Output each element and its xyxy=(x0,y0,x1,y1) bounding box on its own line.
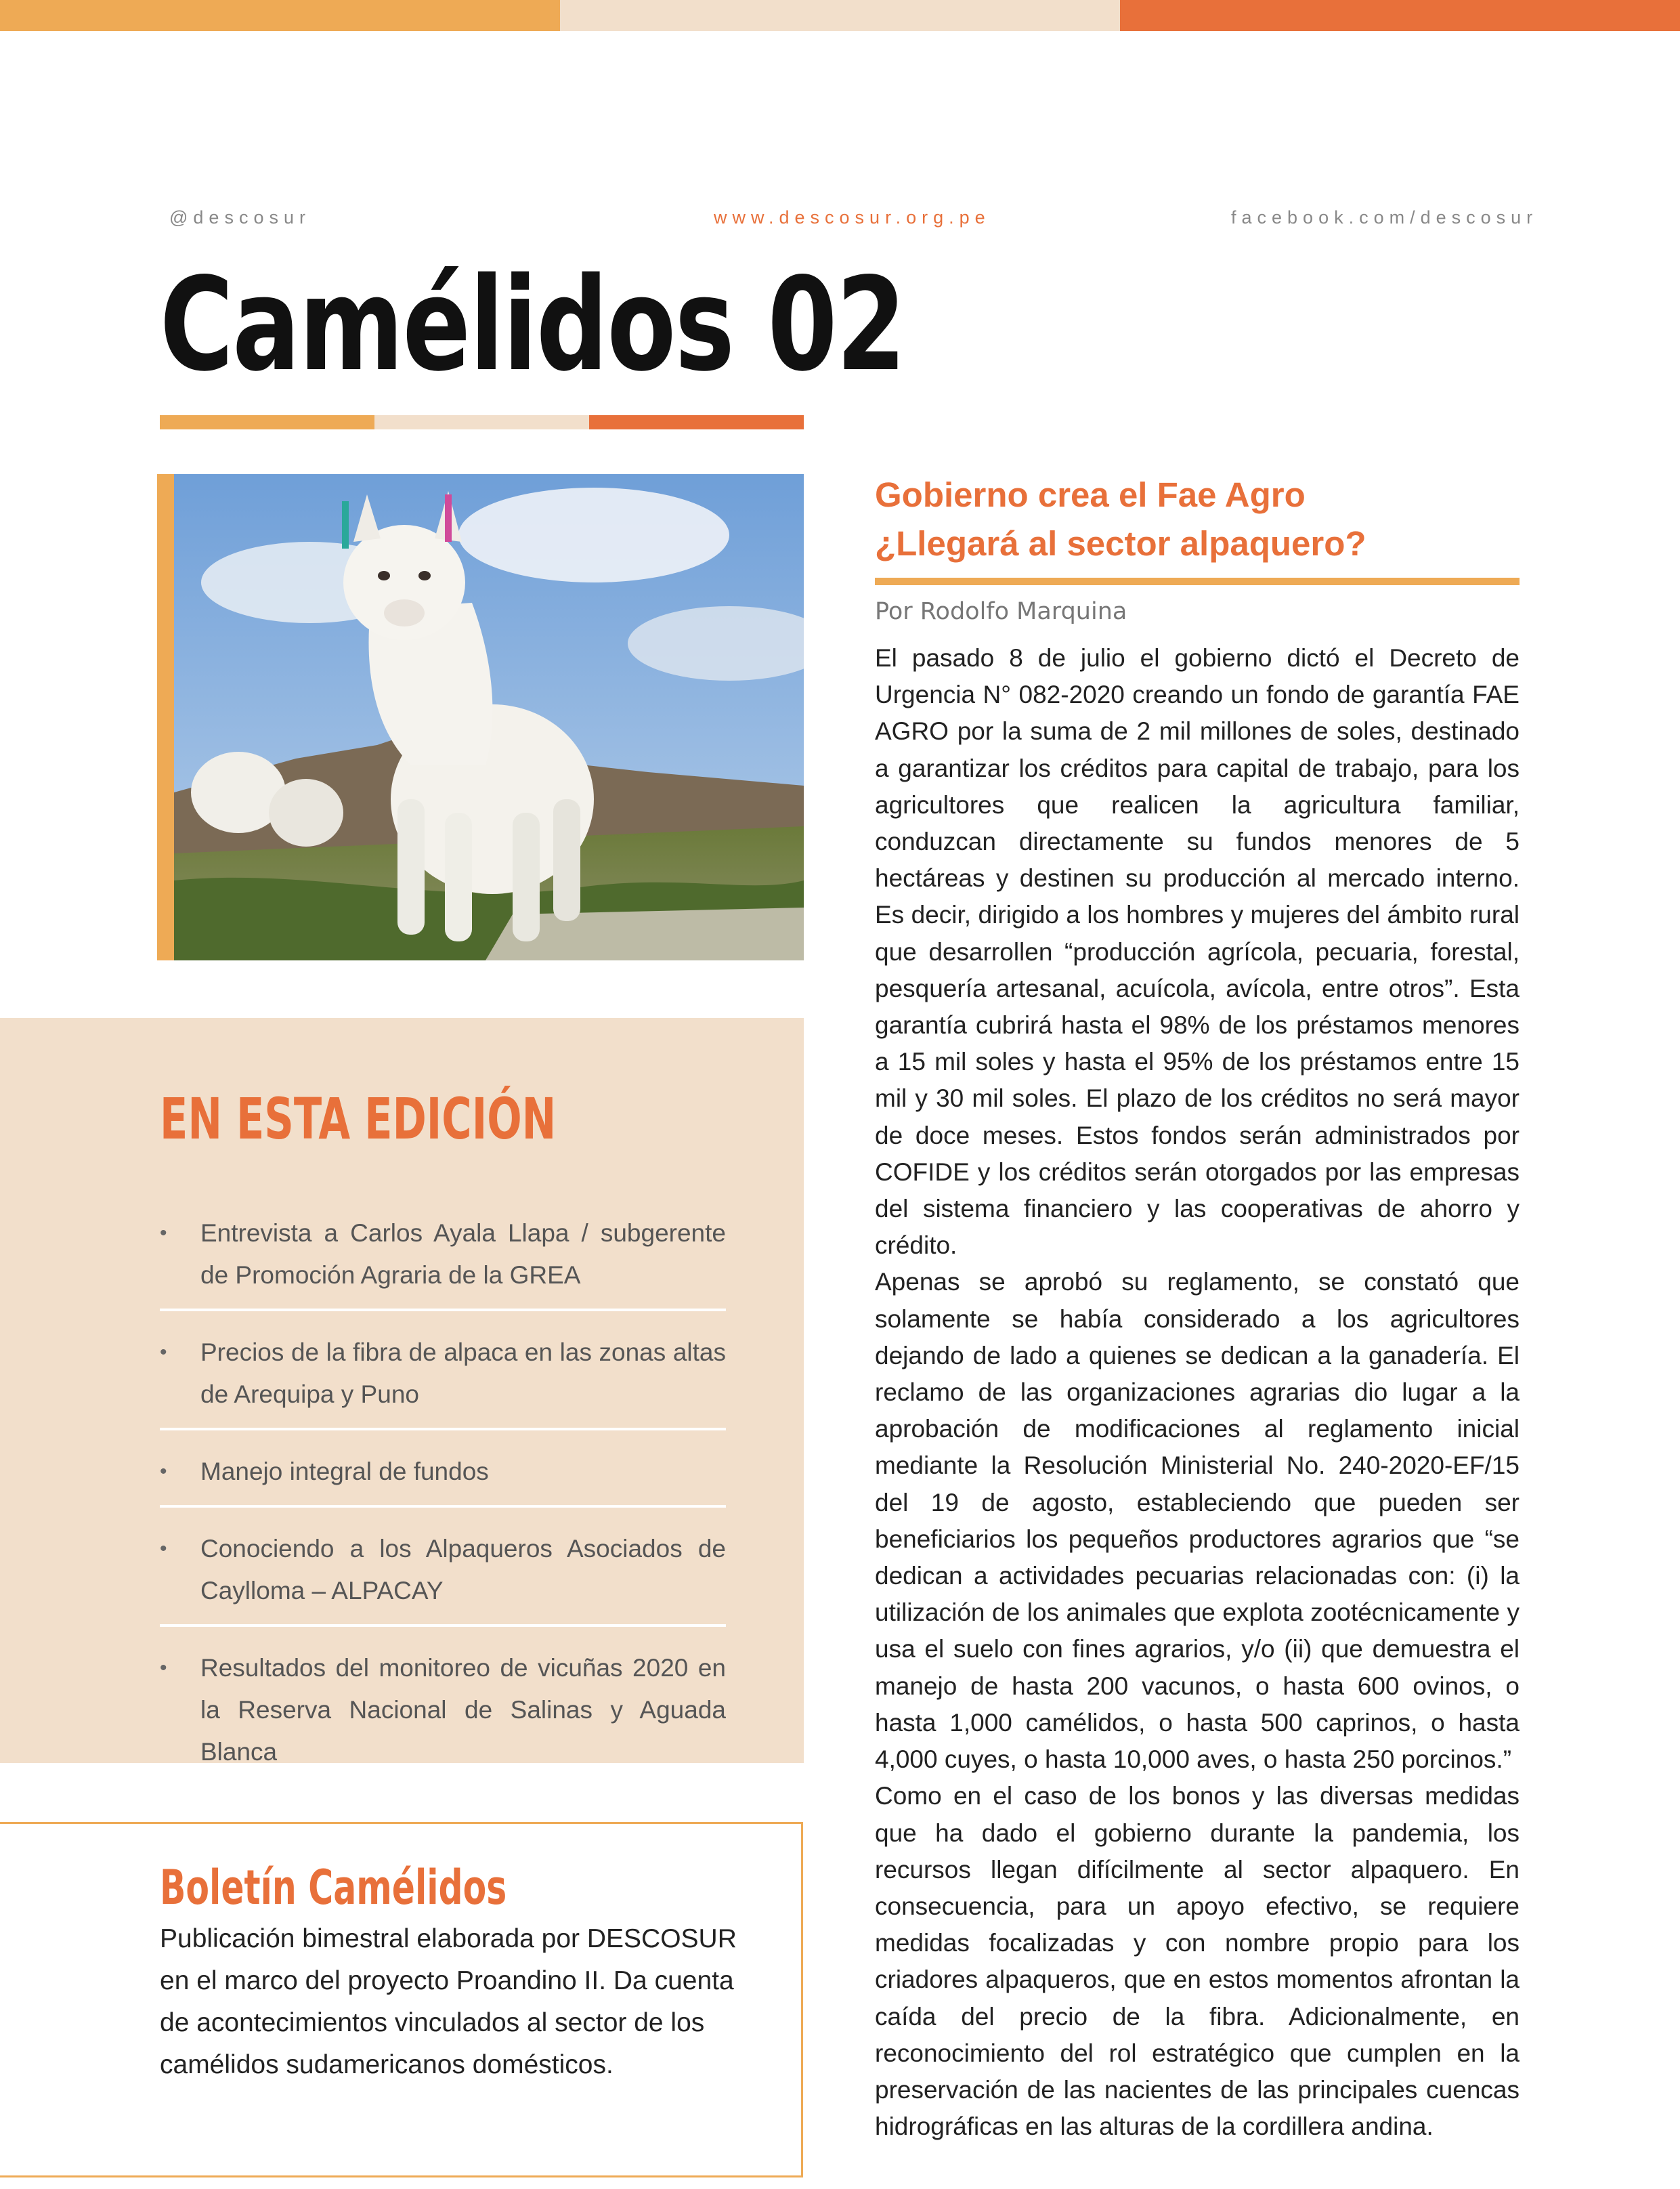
list-item-text: Precios de la fibra de alpaca en las zonas altas de Arequipa y Puno xyxy=(200,1338,726,1408)
article-paragraph: Como en el caso de los bonos y las diversas medidas que ha dado el gobierno durante la pandemia, los recursos llegan difícilmente al sector alpaquero. En consecuencia, para un apoyo efectivo, se requiere medidas focalizadas y con nombre propio para los criadores alpaqueros, que en estos momentos afrontan la caída del precio de la fibra. Adicionalmente, en reconocimiento del rol estratégico que cumplen en la preservación de las nacientes de las principales cuencas hidrográficas en las alturas de la cordillera andina. xyxy=(875,1782,1520,2141)
list-item-text: Conociendo a los Alpaqueros Asociados de Caylloma – ALPACAY xyxy=(200,1535,726,1604)
title-underline xyxy=(160,415,804,429)
article-byline: Por Rodolfo Marquina xyxy=(875,598,1127,625)
list-item[interactable] xyxy=(160,1521,726,1627)
article-title-line2: ¿Llegará al sector alpaquero? xyxy=(875,524,1366,563)
list-item[interactable] xyxy=(160,1206,726,1311)
bullet-icon: • xyxy=(160,1222,167,1244)
article-body xyxy=(875,640,1520,2145)
boletin-heading: Boletín Camélidos xyxy=(160,1860,507,1915)
bullet-icon: • xyxy=(160,1657,167,1679)
article-title xyxy=(875,471,1525,568)
photo-accent-bar xyxy=(157,474,174,960)
article-title-line1: Gobierno crea el Fae Agro xyxy=(875,475,1306,514)
article-paragraph: El pasado 8 de julio el gobierno dictó el Decreto de Urgencia N° 082-2020 creando un fondo de garantía FAE AGRO por la suma de 2 mil millones de soles, destinado a garantizar los créditos para capital de trabajo, para los agricultores que realicen la agricultura familiar, conduzcan directamente su fundos menores de 5 hectáreas y destinen su producción al mercado interno. Es decir, dirigido a los hombres y mujeres del ámbito rural que desarrollen “producción agrícola, pecuaria, forestal, pesquería artesanal, acuícola, avícola, entre otros”. Esta garantía cubrirá hasta el 98% de los préstamos menores a 15 mil soles y hasta el 95% de los préstamos entre 15 mil y 30 mil soles. El plazo de los créditos no será mayor de doce meses. Estos fondos serán administrados por COFIDE y los créditos serán otorgados por las empresas del sistema financiero y las cooperativas de ahorro y crédito. xyxy=(875,644,1520,1260)
page-title: Camélidos 02 xyxy=(160,250,905,400)
title-underline-segment-light xyxy=(160,415,374,429)
title-underline-segment-cream xyxy=(374,415,589,429)
list-item-text: Entrevista a Carlos Ayala Llapa / subgerente de Promoción Agraria de la GREA xyxy=(200,1219,726,1289)
bullet-icon: • xyxy=(160,1341,167,1363)
boletin-description: Publicación bimestral elaborada por DESCOSUR en el marco del proyecto Proandino II. Da cuenta de acontecimientos vinculados al sector de los camélidos sudamericanos domésticos. xyxy=(160,1924,737,2079)
alpaca-photo xyxy=(174,474,804,960)
twitter-handle[interactable]: @descosur xyxy=(169,207,311,228)
facebook-link[interactable]: facebook.com/descosur xyxy=(1231,207,1538,228)
top-bar-segment-light xyxy=(0,0,560,31)
article-title-rule xyxy=(875,578,1520,585)
top-color-bar xyxy=(0,0,1680,31)
top-bar-segment-dark xyxy=(1120,0,1680,31)
title-underline-segment-dark xyxy=(589,415,804,429)
article-paragraph: Apenas se aprobó su reglamento, se constató que solamente se había considerado a los agricultores dejando de lado a quienes se dedican a la ganadería. El reclamo de las organizaciones agrarias dio lugar a la aprobación de modificaciones al reglamento inicial mediante la Resolución Ministerial No. 240-2020-EF/15 del 19 de agosto, estableciendo que pueden ser beneficiarios los pequeños productores agrarios que “se dedican a actividades pecuarias relacionadas con: (i) la utilización de los animales que explota zootécnicamente y usa el suelo con fines agrarios, y/o (ii) que demuestra el manejo de hasta 200 vacunos, o hasta 600 ovinos, o hasta 1,000 camélidos, o hasta 500 caprinos, o hasta 4,000 cuyes, o hasta 10,000 aves, o hasta 250 porcinos.” xyxy=(875,1268,1520,1774)
list-item-text: Manejo integral de fundos xyxy=(200,1458,489,1485)
edition-heading: EN ESTA EDICIÓN xyxy=(160,1086,557,1152)
list-item[interactable] xyxy=(160,1325,726,1430)
edition-list xyxy=(160,1206,726,1799)
bullet-icon: • xyxy=(160,1460,167,1483)
list-item-text: Resultados del monitoreo de vicuñas 2020 en la Reserva Nacional de Salinas y Aguada Blanca xyxy=(200,1654,726,1766)
bullet-icon: • xyxy=(160,1537,167,1560)
list-item[interactable] xyxy=(160,1444,726,1508)
list-item[interactable] xyxy=(160,1640,726,1785)
website-link[interactable]: www.descosur.org.pe xyxy=(714,207,991,228)
photo-frame xyxy=(157,474,804,960)
top-bar-segment-cream xyxy=(560,0,1120,31)
